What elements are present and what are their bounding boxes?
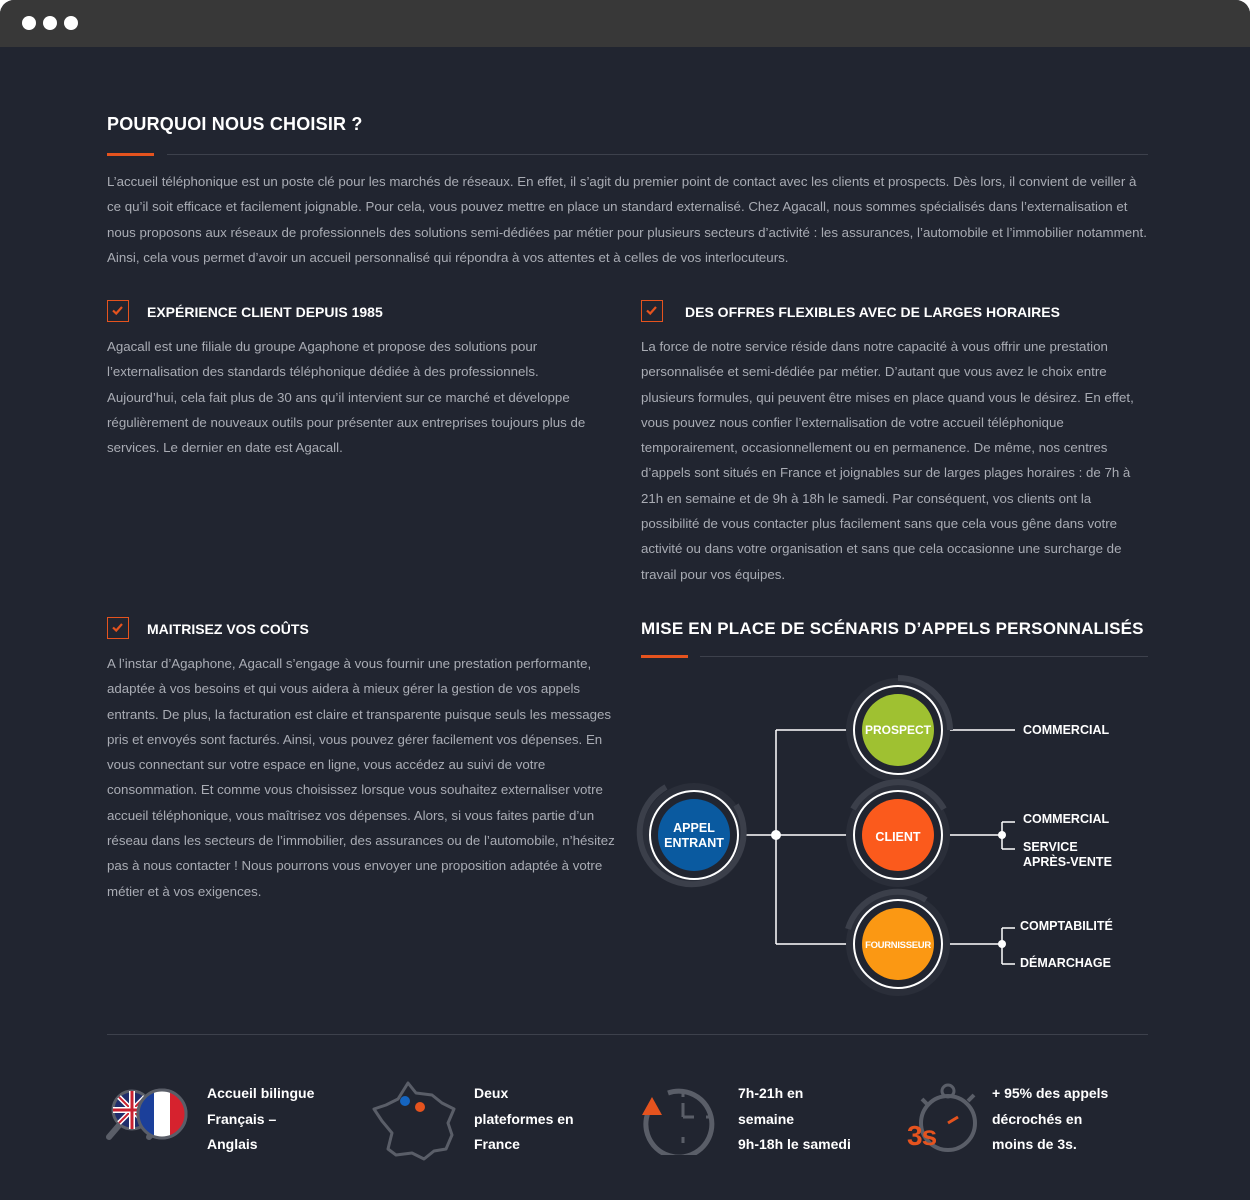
stat-line: Deux bbox=[474, 1085, 509, 1101]
window-titlebar bbox=[0, 0, 1250, 47]
divider bbox=[107, 1034, 1148, 1035]
prospect-node-label: PROSPECT bbox=[864, 723, 931, 737]
window-control-dot[interactable] bbox=[64, 16, 78, 30]
stat-line: moins de 3s. bbox=[992, 1136, 1077, 1152]
stat-line: + 95% des appels bbox=[992, 1085, 1109, 1101]
title-accent bbox=[641, 655, 688, 658]
entry-node-label bbox=[646, 821, 742, 851]
target-label: APRÈS-VENTE bbox=[1023, 855, 1112, 869]
three-seconds-badge: 3s bbox=[907, 1120, 937, 1151]
stat-line: Accueil bilingue bbox=[207, 1085, 315, 1101]
stat-line: plateformes en bbox=[474, 1110, 574, 1127]
window-control-dot[interactable] bbox=[43, 16, 57, 30]
check-icon bbox=[107, 617, 129, 639]
france-map-icon bbox=[372, 1079, 458, 1163]
divider bbox=[700, 656, 1148, 657]
window-control-dot[interactable] bbox=[22, 16, 36, 30]
feature-text: Agacall est une filiale du groupe Agaphone et propose des solutions pour l’externalisation des standards téléphonique dédiée à des professionnels. Aujourd’hui, cela fait plus de 30 ans qu’il intervient sur ce marché et développe régulièrement de nouveaux outils pour présenter aux entreprises toujours plus de services. Le dernier en date est Agacall. bbox=[107, 339, 586, 456]
stat-text bbox=[207, 1081, 314, 1158]
diagram-title: MISE EN PLACE DE SCÉNARIS D’APPELS PERSONNALISÉS bbox=[641, 619, 1144, 638]
divider bbox=[167, 154, 1148, 155]
feature-text: A l’instar d’Agaphone, Agacall s’engage à vous fournir une prestation performante, adaptée à vos besoins et qui vous aidera à mieux gérer la gestion de vos appels entrants. De plus, la facturation est claire et transparente puisque seuls les messages pris et envoyés sont facturés. Ainsi, vous pouvez gérer facilement vos dépenses. En vous connectant sur votre espace en ligne, vous accédez au suivi de votre consommation. Et comme vous choisissez lorsque vous souhaitez externaliser votre accueil téléphonique, vous maîtrisez vos dépenses. Alors, si vous faites partie d’un réseau dans les secteurs de l’immobilier, des assurances ou de l’automobile, n’hésitez pas à nous contacter ! Nous pourrons vous envoyer une proposition adaptée à votre métier et à vos exigences. bbox=[107, 656, 615, 899]
stat-line: Français – bbox=[207, 1110, 277, 1127]
stat-text bbox=[474, 1081, 574, 1158]
stat-line: France bbox=[474, 1136, 520, 1152]
target-label: DÉMARCHAGE bbox=[1020, 956, 1111, 970]
title-accent bbox=[107, 153, 154, 156]
check-icon bbox=[107, 300, 129, 322]
stat-text bbox=[992, 1081, 1108, 1158]
entry-line: ENTRANT bbox=[664, 836, 724, 850]
target-label: COMMERCIAL bbox=[1023, 812, 1110, 826]
intro-paragraph: L’accueil téléphonique est un poste clé pour les marchés de réseaux. En effet, il s’agit du premier point de contact avec les clients et prospects. Dès lors, il convient de veiller à ce qu’il soit efficace et facilement joignable. Pour cela, vous pouvez mettre en place un standard externalisé. Chez Agacall, nous sommes spécialisés dans l’externalisation et nous proposons aux réseaux de professionnels des solutions semi-dédiées par métier pour plusieurs secteurs d’activité : les assurances, l’automobile et l’immobilier notamment. Ainsi, cela vous permet d’avoir un accueil personnalisé qui répondra à vos attentes et à celles de vos interlocuteurs. bbox=[107, 174, 1147, 265]
stat-line: Anglais bbox=[207, 1136, 258, 1152]
page-content bbox=[0, 47, 1250, 1200]
entry-line: APPEL bbox=[673, 821, 715, 835]
stat-text bbox=[738, 1081, 851, 1158]
stat-line: 9h-18h le samedi bbox=[738, 1136, 851, 1152]
stat-line: 7h-21h en bbox=[738, 1085, 804, 1101]
clock-icon bbox=[638, 1079, 724, 1155]
client-node-label: CLIENT bbox=[875, 830, 921, 844]
feature-title: EXPÉRIENCE CLIENT DEPUIS 1985 bbox=[147, 304, 383, 320]
flags-magnifier-icon bbox=[105, 1079, 191, 1151]
target-label: COMMERCIAL bbox=[1023, 723, 1110, 737]
section-title: POURQUOI NOUS CHOISIR ? bbox=[107, 114, 363, 134]
fournisseur-node-label: FOURNISSEUR bbox=[865, 940, 931, 951]
stat-line: décrochés en bbox=[992, 1110, 1083, 1127]
target-label: SERVICE bbox=[1023, 840, 1078, 854]
feature-text: La force de notre service réside dans notre capacité à vous offrir une prestation personnalisée et semi-dédiée par métier. D’autant que vous avez le choix entre plusieurs formules, qui peuvent être mises en place quand vous le désirez. En effet, vous pouvez nous confier l’externalisation de votre accueil téléphonique temporairement, occasionnellement ou en permanence. De même, nos centres d’appels sont situés en France et joignables sur de larges plages horaires : de 7h à 21h en semaine et de 9h à 18h le samedi. Par conséquent, vos clients ont la possibilité de vous contacter plus facilement sans que cela vous gêne dans votre activité ou dans votre organisation et sans que cela occasionne une surcharge de travail pour vos équipes. bbox=[641, 339, 1134, 582]
target-label: COMPTABILITÉ bbox=[1020, 919, 1113, 933]
check-icon bbox=[641, 300, 663, 322]
feature-title: MAITRISEZ VOS COÛTS bbox=[147, 621, 309, 637]
stat-line: semaine bbox=[738, 1110, 795, 1127]
feature-title: DES OFFRES FLEXIBLES AVEC DE LARGES HORAIRES bbox=[685, 304, 1060, 320]
